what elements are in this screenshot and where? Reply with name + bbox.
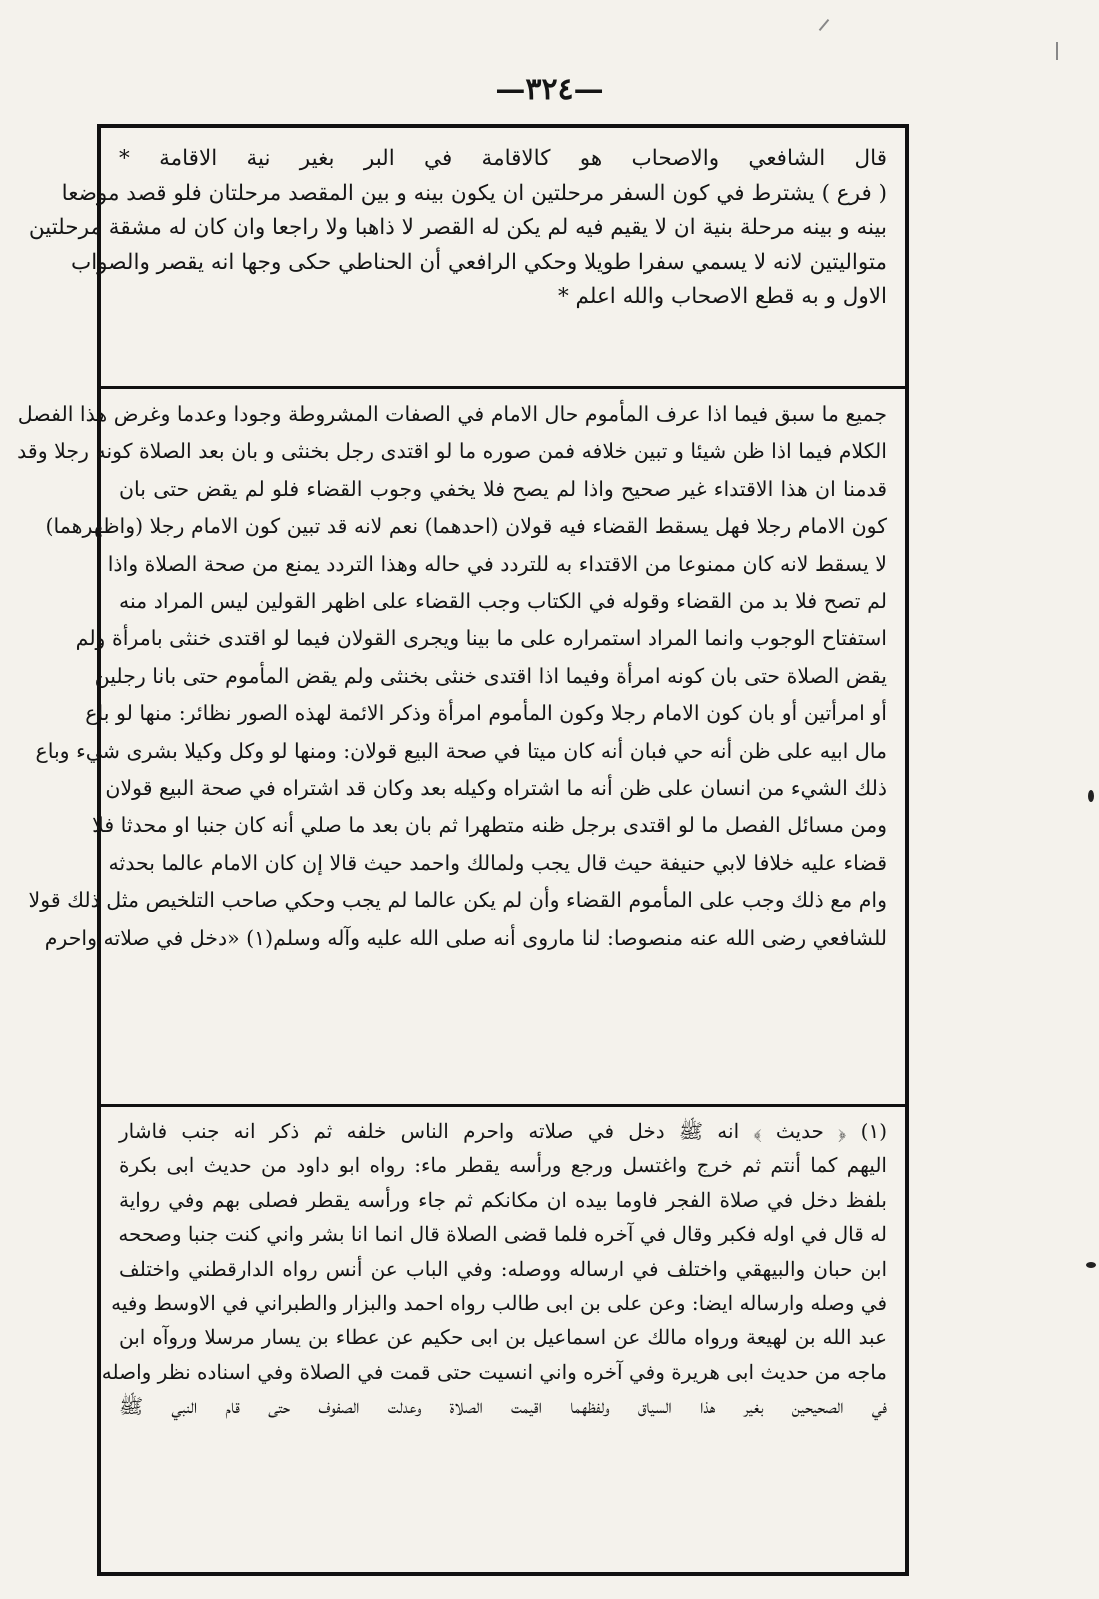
main-line: للشافعي رضى الله عنه منصوصا: لنا ماروى أنه صلى الله عليه وآله وسلم(١) «دخل في صلاته واحرم [44,925,887,950]
top-line: الاول و به قطع الاصحاب والله اعلم * [557,284,887,309]
main-line: كون الامام رجلا فهل يسقط القضاء فيه قولان (احدهما) نعم لانه قد تبين كون الامام رجلا (واظهرهما) [45,514,887,539]
main-line: جميع ما سبق فيما اذا عرف المأموم حال الامام في الصفات المشروطة وجودا وعدما وغرض هذا الفصل [17,402,887,426]
main-line: مال ابيه على ظن أنه حي فبان أنه كان ميتا في صحة البيع قولان: ومنها لو وكل وكيلا بشرى شيء وباع [35,738,887,763]
footnotes [101,1114,888,1564]
page-number: —٣٢٤— [495,72,604,107]
main-line: أو امرأتين أو بان كون الامام رجلا وكون المأموم امرأة وذكر الائمة لهذه الصور نظائر: منها لو باع [85,701,887,726]
main-line: ذلك الشيء من انسان على ظن أنه ما اشتراه وكيله بعد وكان قد اشتراه في صحة البيع قولان [105,776,887,801]
main-line: لا يسقط لانه كان ممنوعا من الاقتداء به للتردد في حاله وهذا التردد يمنع من صحة الصلاة واذا [107,551,887,576]
scan-mark [1086,1262,1096,1268]
footnote-line: (١) ﴿ حديث ﴾ انه ﷺ دخل في صلاته واحرم الناس خلفه ثم ذكر انه جنب فاشار [119,1119,887,1143]
top-line: قال الشافعي والاصحاب هو كالاقامة في البر بغير نية الاقامة * [119,146,887,171]
scan-mark [1088,790,1094,802]
main-line: لم تصح فلا بد من القضاء وقوله في الكتاب وجب القضاء على اظهر القولين ليس المراد منه [119,589,887,614]
top-line: متواليتين لانه لا يسمي سفرا طويلا وحكي الرافعي أن الحناطي حكى وجها انه يقصر والصواب [70,249,887,275]
footnote-line: له قال في اوله فكبر وقال في آخره فلما قضى الصلاة قال انما انا بشر واني كنت جنبا وصححه [118,1222,887,1247]
main-line: استفتاح الوجوب وانما المراد استمراره على ما بينا ويجرى القولان فيما لو اقتدى خنثى بامرأة ولم [75,626,887,651]
top-line: ( فرع ) يشترط في كون السفر مرحلتين ان يكون بينه و بين المقصد مرحلتان فلو قصد موضعا [61,180,887,206]
main-line: يقض الصلاة حتى بان كونه امرأة وفيما اذا اقتدى خنثى بخنثى ولم يقض المأموم حتى بانا رجلين [94,663,887,688]
footnote-divider [101,1104,905,1107]
section-divider [101,386,905,389]
top-line: بينه و بينه مرحلة بنية ان لا يقيم فيه لم يكن له القصر لا ذاهبا ولا راجعا وان كان له مشقة مرحلتين [28,215,887,240]
footnote-line: عبد الله بن لهيعة ورواه مالك عن اسماعيل بن ابى حكيم عن عطاء بن يسار مرسلا وروآه ابن [119,1325,887,1350]
footnote-line: ابن حبان والبيهقي واختلف في ارساله ووصله: وفي الباب عن أنس رواه الدارقطني واختلف [119,1256,887,1281]
main-line: قضاء عليه خلافا لابي حنيفة حيث قال يجب ولمالك واحمد حيث قالا إن كان الامام عالما بحدثه [108,850,887,875]
scan-scratch [819,19,830,31]
scan-scratch [1056,42,1058,60]
main-line: قدمنا ان هذا الاقتداء غير صحيح واذا لم يصح فلا يخفي وجوب القضاء فلو لم يقض حتى بان [119,476,887,501]
main-line: وام مع ذلك وجب على المأموم القضاء وأن لم يكن عالما لم يجب وحكي صاحب التلخيص مثل ذلك قولا [28,888,887,913]
footnote-line: اليهم كما أنتم ثم خرج واغتسل ورجع ورأسه يقطر ماء: رواه ابو داود من حديث ابى بكرة [119,1153,887,1178]
main-line: ومن مسائل الفصل ما لو اقتدى برجل ظنه متطهرا ثم بان بعد ما صلي أنه كان جنبا او محدثا فلا [92,813,887,838]
main-commentary [17,396,887,1092]
main-line: الكلام فيما اذا ظن شيئا و تبين خلافه فمن صوره ما لو اقتدى رجل بخنثى و بان بعد الصلاة كونه رجلا وقد [17,439,887,464]
page-frame [17,124,909,1576]
footnote-line: بلفظ دخل في صلاة الفجر فاوما بيده ان مكانكم ثم جاء ورأسه يقطر فصلى بهم وفي رواية [119,1187,887,1212]
top-section [28,142,887,382]
footnote-line: ماجه من حديث ابى هريرة وفي آخره واني انسيت حتى قمت في الصلاة وفي اسناده نظر واصله [101,1359,887,1384]
footnote-line: في وصله وارساله ايضا: وعن على بن ابى طالب رواه احمد والبزار والطبراني في الاوسط وفيه [111,1291,887,1316]
footnote-line: في الصحيحين بغير هذا السياق ولفظهما اقيمت الصلاة وعدلت الصفوف حتى قام النبي ﷺ [119,1394,888,1419]
